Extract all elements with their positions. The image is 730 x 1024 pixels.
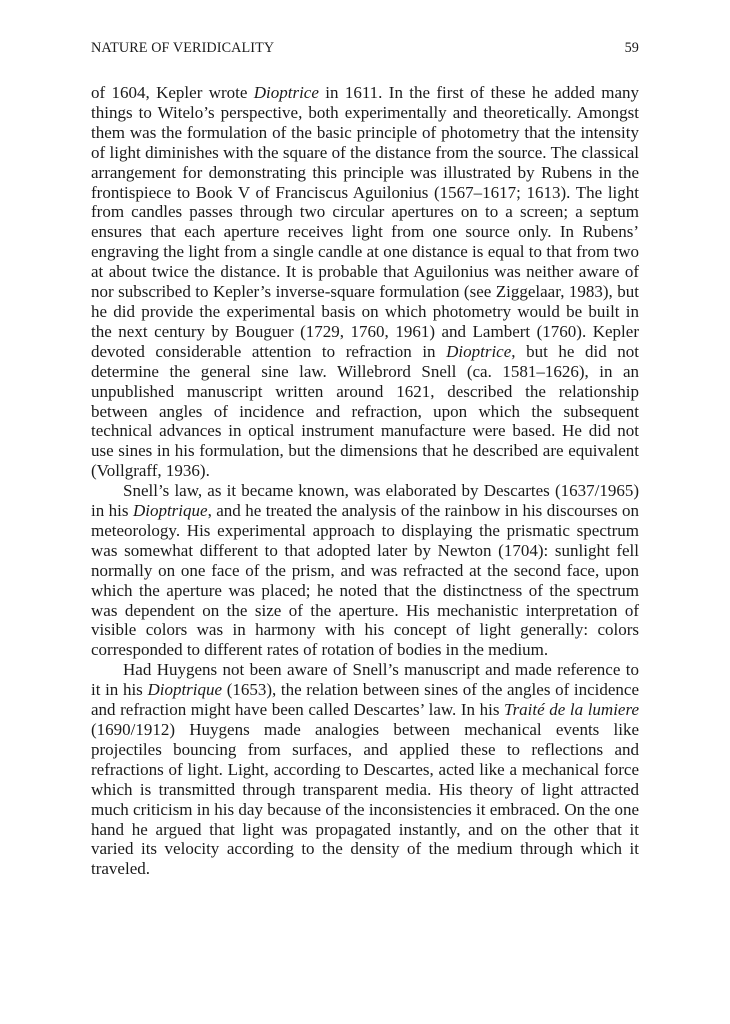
- running-head: [91, 40, 639, 62]
- text-run: Had Huygens not been aware of Snell’s manuscript and made reference to it in his: [91, 660, 639, 700]
- italic-title: Dioptrique: [132, 501, 208, 521]
- text-run: , but he did not determine the general sine law. Willebrord Snell (ca. 1581–1626), in an unpublished manuscript written around 1621, described the relationship between angles of incidence and refraction, upon which the subsequent technical advances in optical instrument manufacture were based. He did not use sines in his formulation, but the dimensions that he described are equivalent (Vollgraff, 1936).: [91, 341, 639, 481]
- text-run: of 1604, Kepler wrote: [91, 83, 254, 102]
- text-run: , and he treated the analysis of the rainbow in his discourses on meteorology. His experimental approach to displaying the prismatic spectrum was somewhat different to that adopted later by Newton (1704): sunlight fell normally on one face of the prism, and was refracted at the second face, upon which the aperture was placed; he noted that the distinctness of the spectrum was dependent on the size of the aperture. His mechanistic interpretation of visible colors was in harmony with his concept of light generally: colors corresponded to different rates of rotation of bodies in the medium.: [91, 501, 639, 660]
- text-run: (1653), the relation between sines of the angles of incidence and refraction might have been called Descartes’ law. In his: [91, 680, 639, 720]
- italic-title: Dioptrique: [147, 680, 223, 700]
- page-number: 59: [624, 40, 639, 56]
- text-run: Snell’s law, as it became known, was elaborated by Descartes (1637/1965) in his: [91, 481, 639, 521]
- paragraph: [91, 83, 639, 481]
- italic-title: Dioptrice: [446, 341, 512, 361]
- book-page: [91, 40, 639, 879]
- paragraph: [91, 660, 639, 879]
- italic-title: Traité de la lumiere: [504, 700, 639, 720]
- body-text: [91, 83, 639, 879]
- text-run: in 1611. In the first of these he added many things to Witelo’s perspective, both experimentally and theoretically. Amongst them was the formulation of the basic principle of photometry that the intensity of light diminishes with the square of the distance from the source. The classical arrangement for demonstrating this principle was illustrated by Rubens in the frontispiece to Book V of Franciscus Aguilonius (1567–1617; 1613). The light from candles passes through two circular apertures on to a screen; a septum ensures that each aperture receives light from one source only. In Rubens’ engraving the light from a single candle at one distance is equal to that from two at about twice the distance. It is probable that Aguilonius was neither aware of nor subscribed to Kepler’s inverse-square formulation (see Ziggelaar, 1983), but he did provide the experimental basis on which photometry would be built in the next century by Bouguer (1729, 1760, 1961) and Lambert (1760). Kepler devoted considerable attention to refraction in: [91, 83, 639, 361]
- text-run: (1690/1912) Huygens made analogies between mechanical events like projectiles bouncing from surfaces, and applied these to reflections and refractions of light. Light, according to Descartes, acted like a mechanical force which is transmitted through transparent media. His theory of light attracted much criticism in his day because of the inconsistencies it embraced. On the one hand he argued that light was propagated instantly, and on the other that it varied its velocity according to the density of the medium through which it traveled.: [91, 720, 639, 879]
- paragraph: [91, 481, 639, 660]
- italic-title: Dioptrice: [253, 83, 319, 102]
- running-title: NATURE OF VERIDICALITY: [91, 40, 275, 56]
